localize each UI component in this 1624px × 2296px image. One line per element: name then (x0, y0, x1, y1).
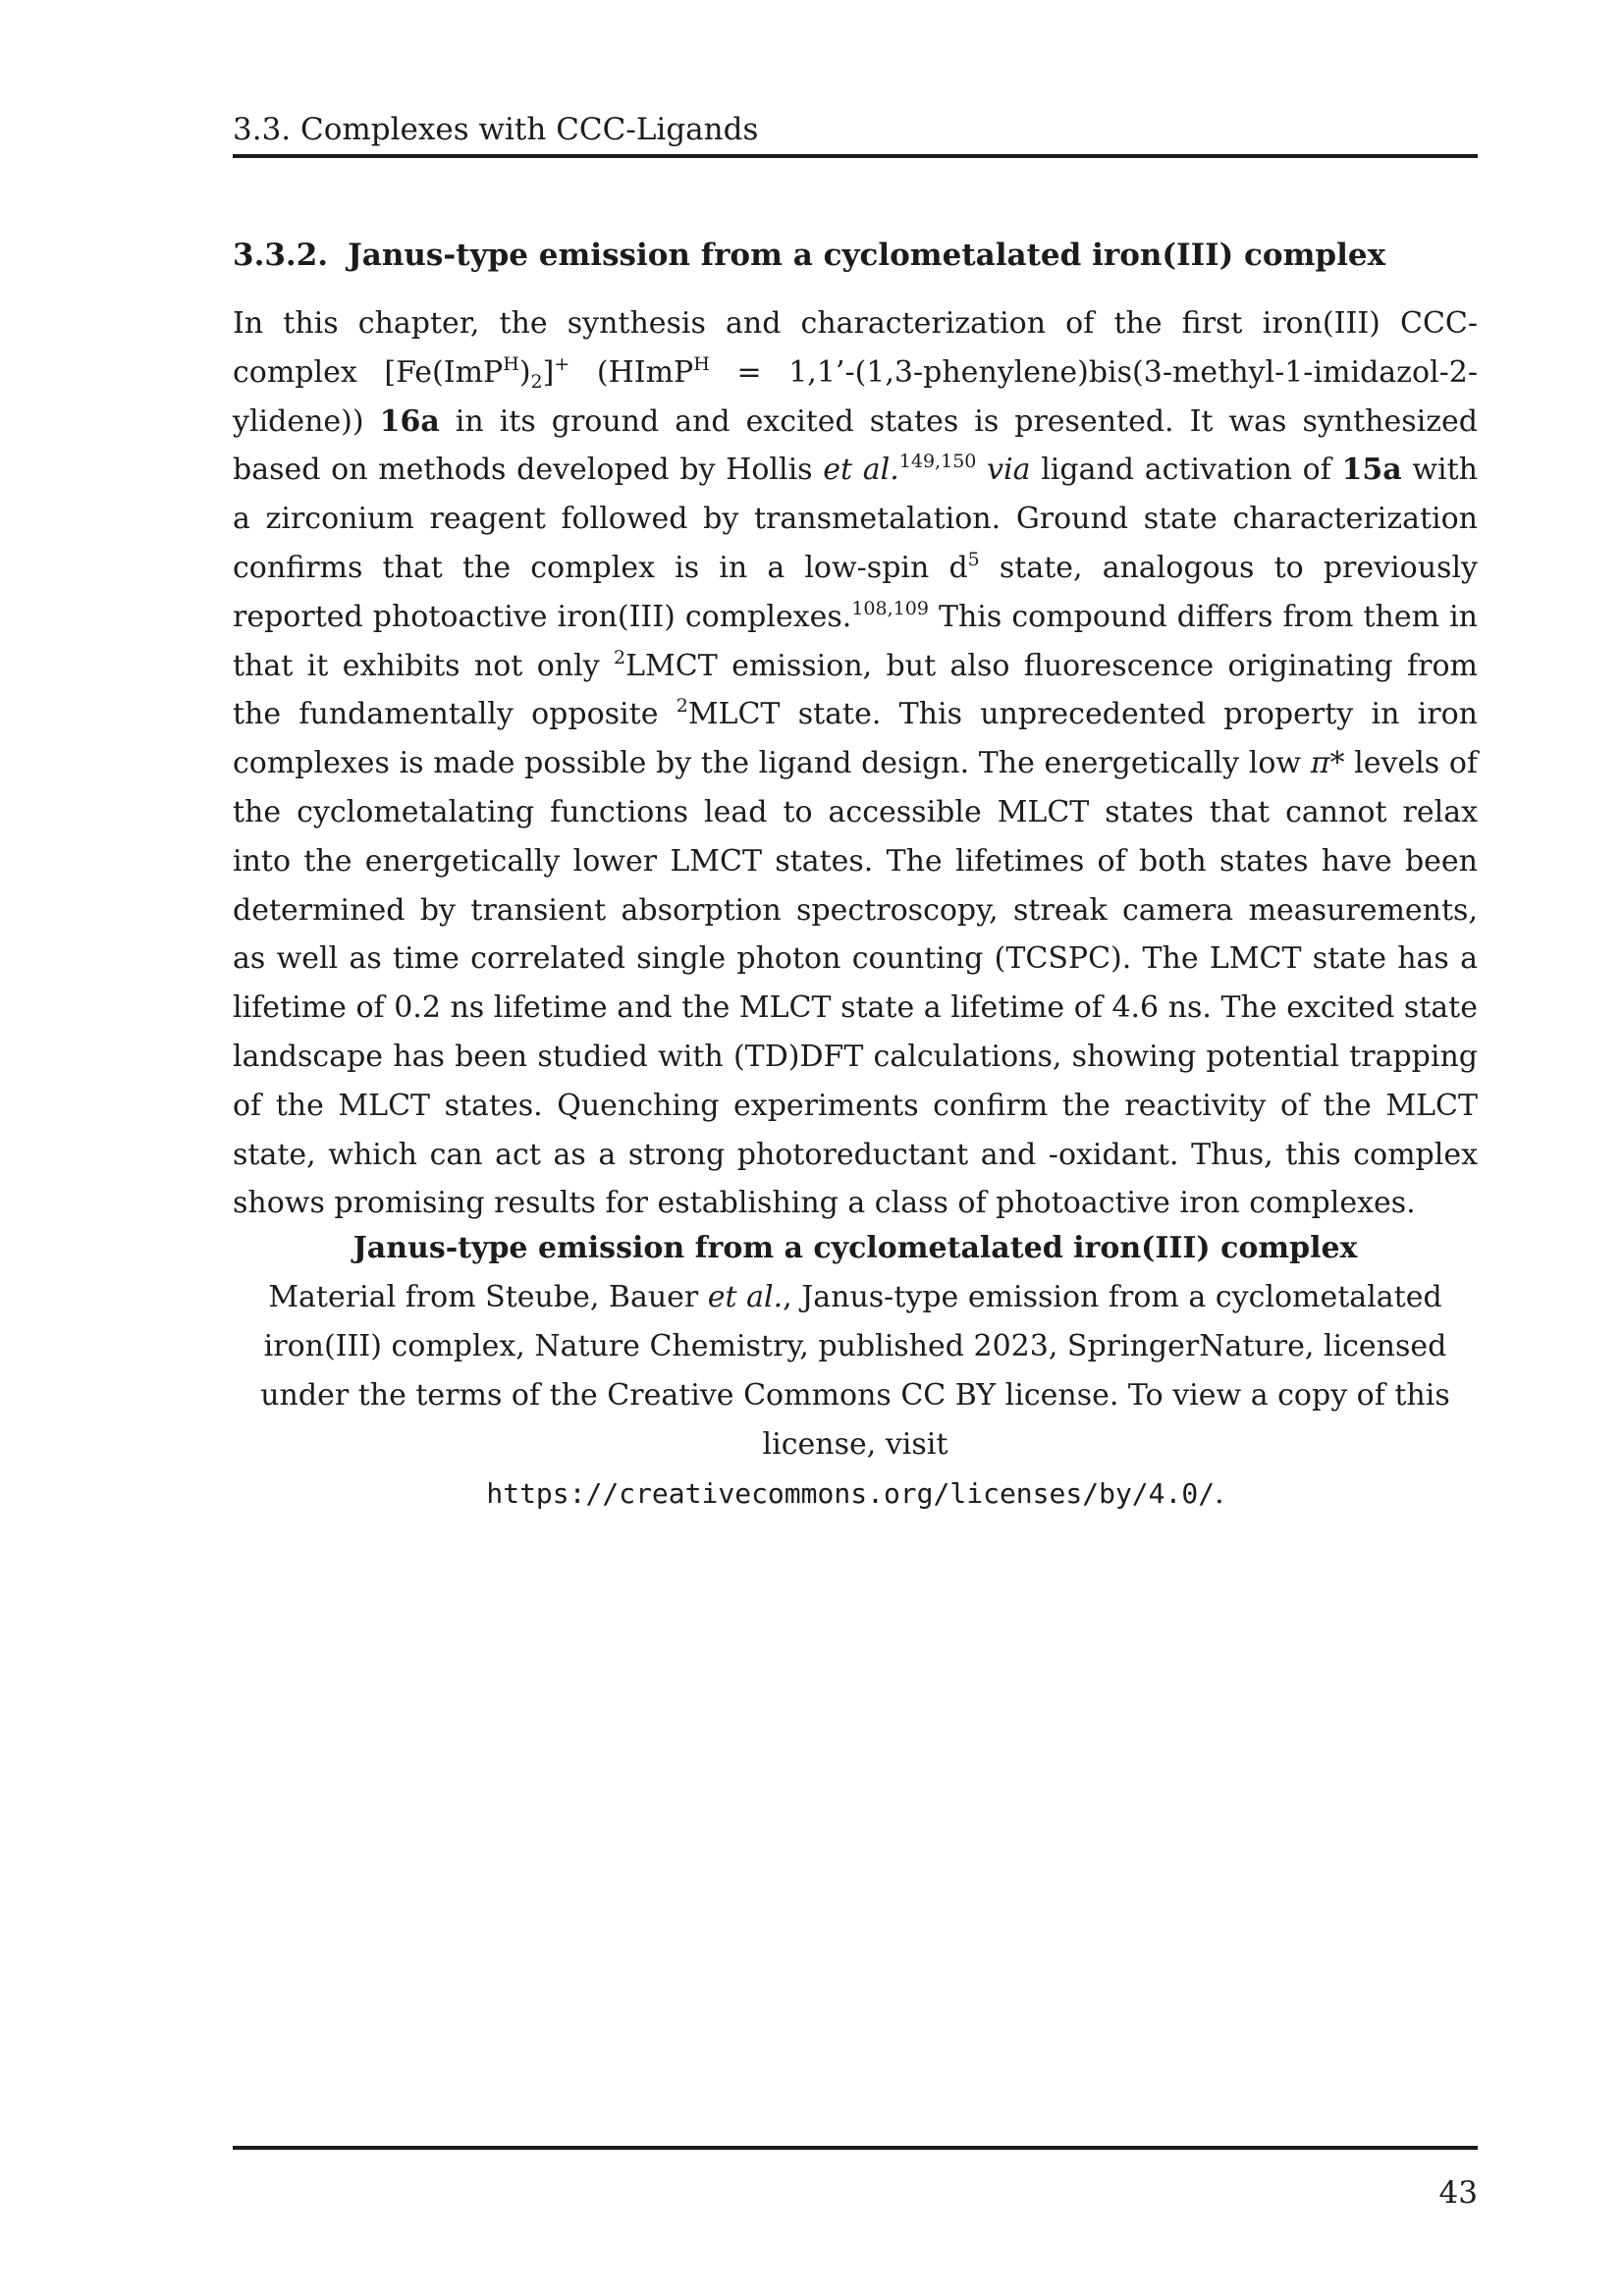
section-title: Janus-type emission from a cyclometalated iron(III) complex (348, 238, 1386, 273)
superscript: H (693, 352, 710, 375)
body-text-run (976, 453, 987, 487)
body-text-run: LMCT emission, but also fluorescence originating from the fundamentally opposite (233, 648, 1478, 732)
notice-text-run: , Janus-type emission from a cyclometalated iron(III) complex, Nature Chemistry, published 2023, SpringerNature, licensed under the terms of the Creative Commons CC BY license. To view a copy of this license, visit (260, 1280, 1450, 1462)
notice-text (233, 1273, 1478, 1469)
compound-label: 15a (1341, 453, 1402, 488)
body-text-run: ) (518, 354, 531, 390)
notice-text-run: . (1215, 1476, 1224, 1511)
body-text-run: MLCT state. This unprecedented property in iron complexes is made possible by the ligand design. The energetically low (233, 697, 1478, 781)
body-paragraph (233, 299, 1478, 1228)
math-symbol: π* (1310, 746, 1345, 781)
body-text-run: (HImP (569, 354, 694, 390)
superscript: + (554, 352, 570, 375)
header-rule (233, 154, 1478, 158)
notice-title: Janus-type emission from a cyclometalated iron(III) complex (352, 1231, 1358, 1265)
body-text-run: state, analogous to previously reported photoactive iron(III) complexes. (233, 550, 1478, 634)
body-text-run: ligand activation of (1030, 453, 1342, 488)
notice-text-run: Material from Steube, Bauer (268, 1280, 708, 1314)
superscript: 2 (676, 695, 688, 718)
italic-text: et al. (823, 453, 899, 488)
italic-text: et al. (707, 1280, 784, 1314)
body-text-run: with a zirconium reagent followed by transmetalation. Ground state characterization confirms that the complex is in a low-spin d (233, 453, 1478, 585)
body-text-run: In this chapter, the synthesis and characterization of the first iron(III) CCC-complex [Fe(ImP (233, 306, 1478, 390)
superscript: 5 (967, 548, 980, 570)
body-text-run: This compound differs from them in that it exhibits not only (233, 599, 1478, 683)
section-heading (233, 232, 1478, 279)
running-header: 3.3. Complexes with CCC-Ligands (233, 112, 759, 147)
subscript: 2 (530, 370, 543, 393)
citation-ref[interactable]: 149,150 (898, 451, 977, 473)
license-link[interactable]: https://creativecommons.org/licenses/by/4.0/ (486, 1477, 1216, 1510)
body-text-run: in its ground and excited states is presented. It was synthesized based on methods developed by Hollis (233, 403, 1478, 488)
license-notice (233, 1224, 1478, 1519)
footer-rule (233, 2146, 1478, 2150)
superscript: 2 (614, 646, 626, 668)
notice-url-line (233, 1469, 1478, 1519)
body-text-run: ] (542, 354, 555, 390)
body-text-run: = 1,1’-(1,3-phenylene)bis(3-methyl-1-imidazol-2-ylidene)) (233, 354, 1478, 439)
body-text-run: levels of the cyclometalating functions lead to accessible MLCT states that cannot relax into the energetically lower LMCT states. The lifetimes of both states have been determined by transient absorption spectroscopy, streak camera measurements, as well as time correlated single photon counting (TCSPC). The LMCT state has a lifetime of 0.2 ns lifetime and the MLCT state a lifetime of 4.6 ns. The excited state landscape has been studied with (TD)DFT calculations, showing potential trapping of the MLCT states. Quenching experiments confirm the reactivity of the MLCT state, which can act as a strong photoreductant and -oxidant. Thus, this complex shows promising results for establishing a class of photoactive iron complexes. (233, 746, 1479, 1221)
italic-text: via (987, 453, 1031, 488)
compound-label: 16a (379, 403, 440, 439)
section-number: 3.3.2. (233, 238, 329, 273)
superscript: H (503, 352, 519, 375)
citation-ref[interactable]: 108,109 (851, 597, 929, 619)
page-number: 43 (1438, 2175, 1478, 2211)
